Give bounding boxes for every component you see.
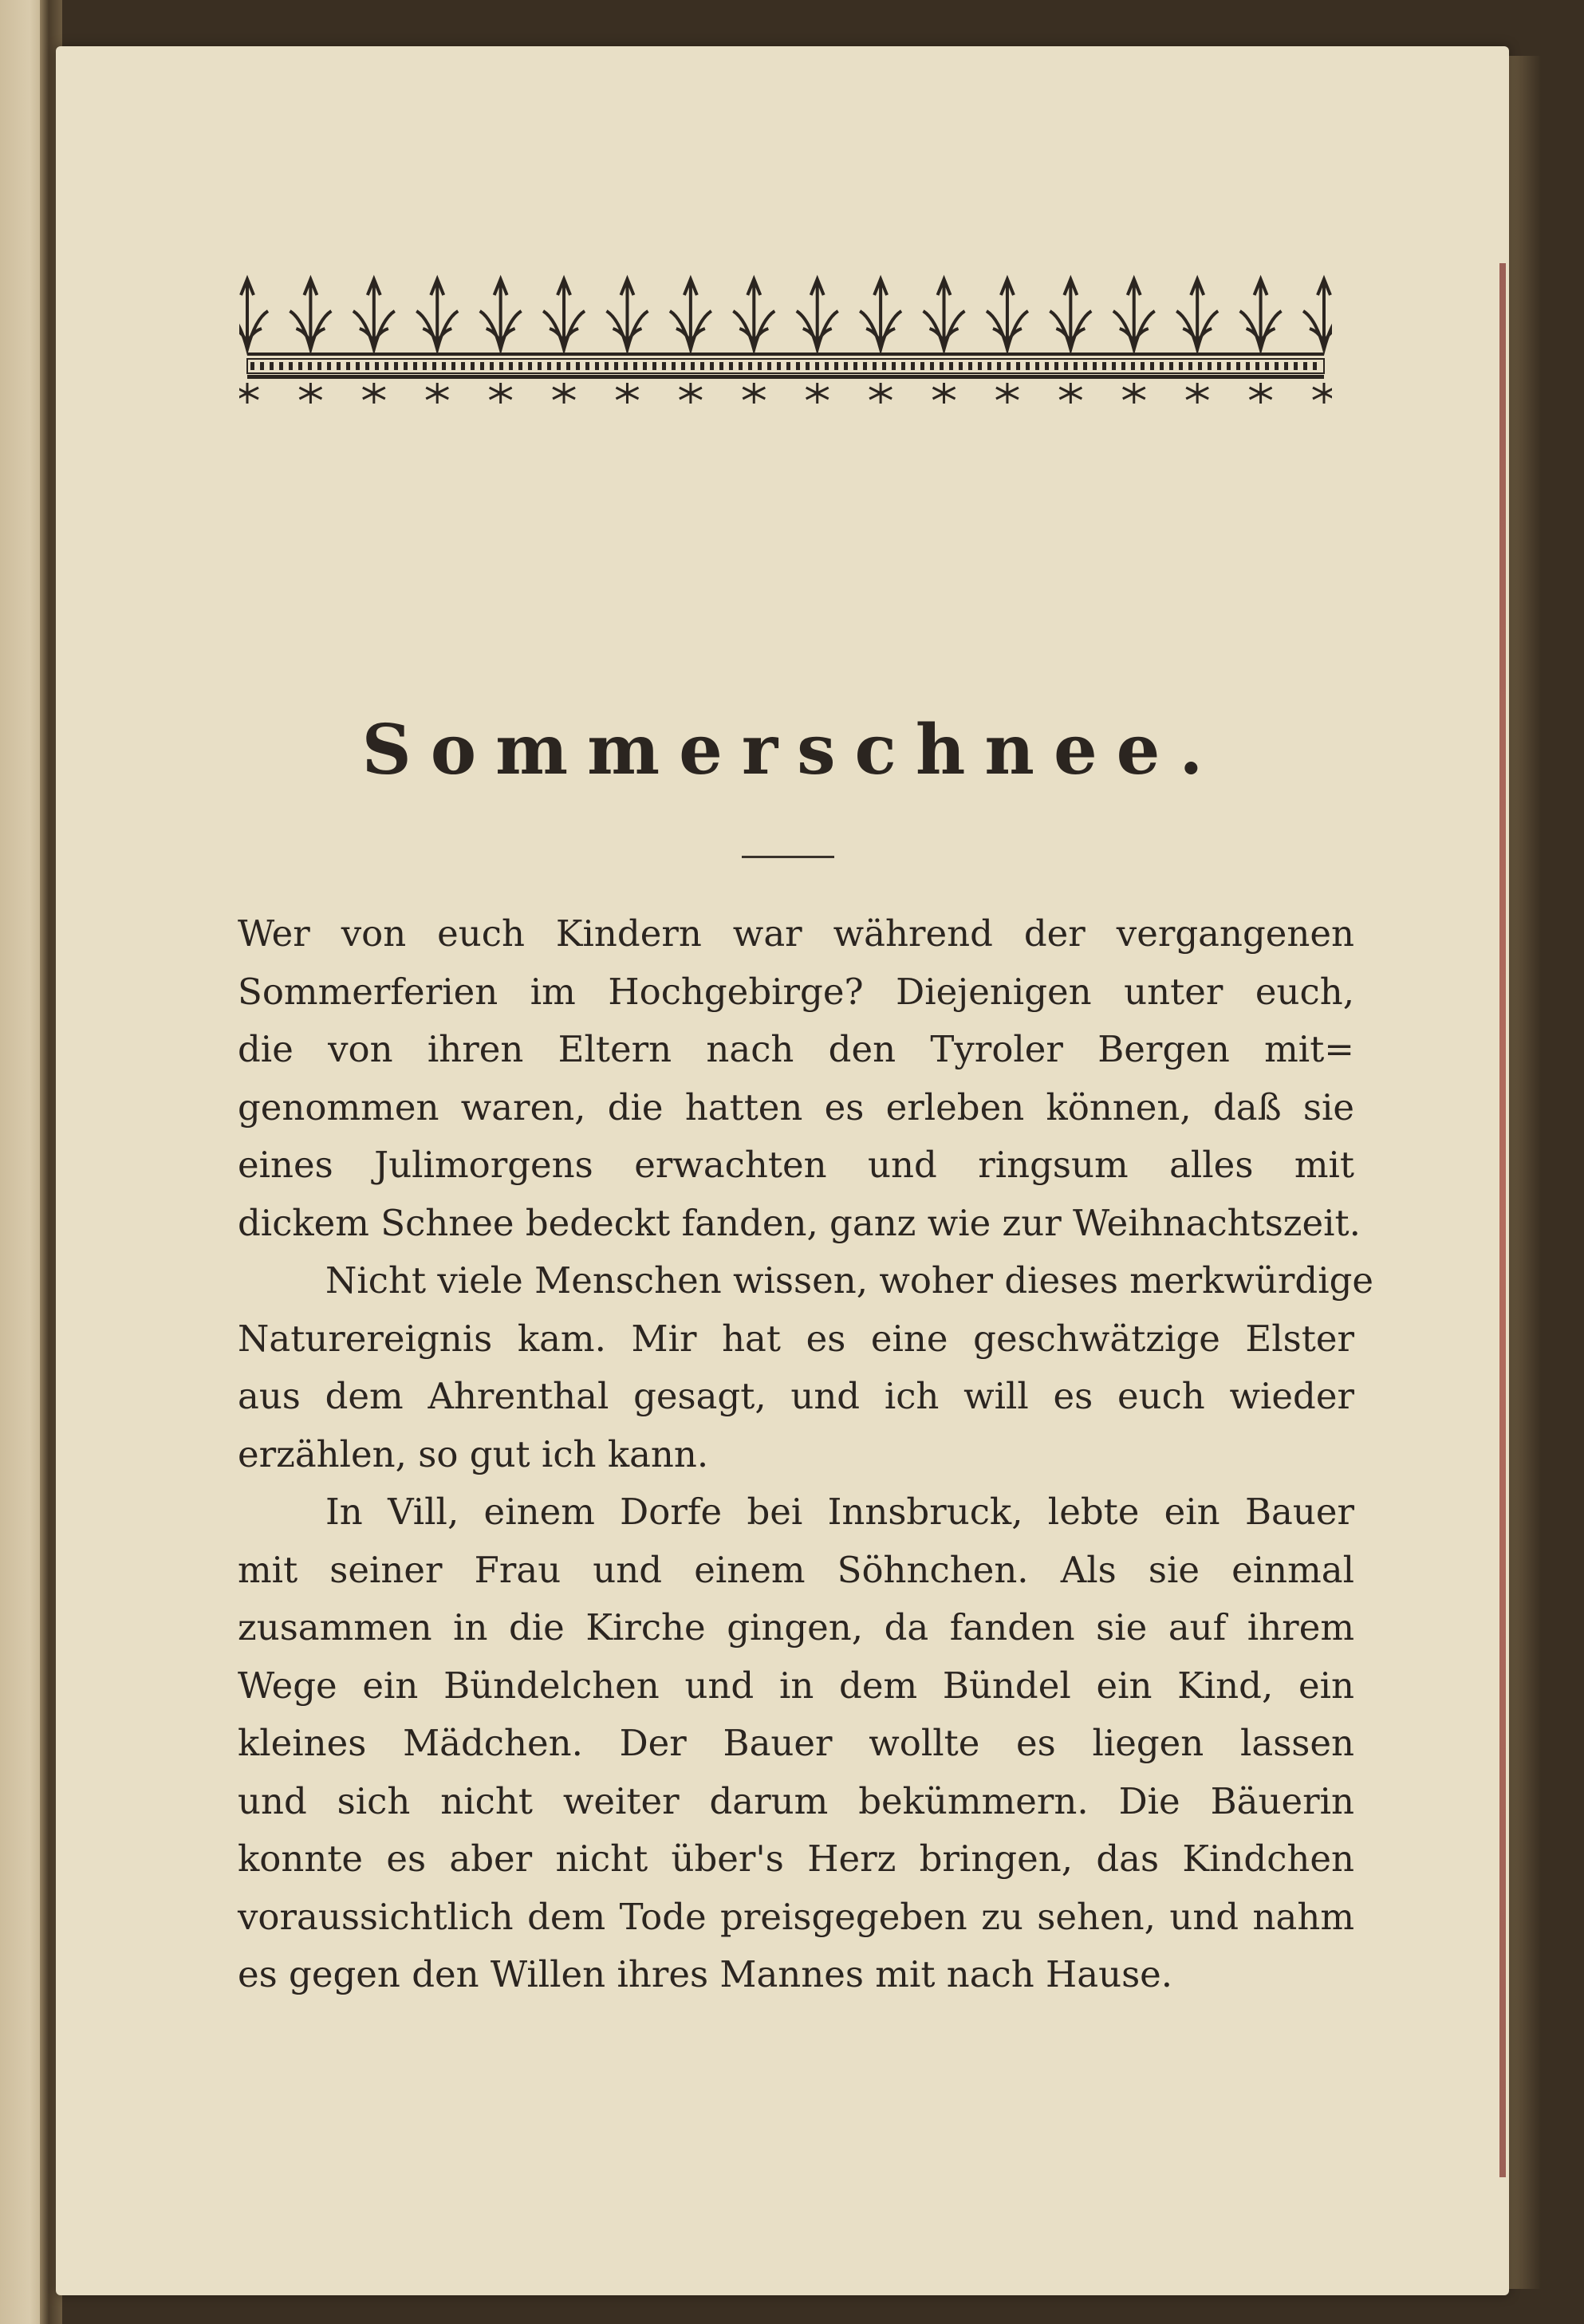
ornament-star: [1250, 383, 1272, 404]
ornament-band-dash: [1236, 362, 1240, 370]
ornament-band-dash: [413, 362, 417, 370]
ornament-star: [616, 383, 638, 404]
ornament-band-dash: [873, 362, 877, 370]
ornament-band-dash: [317, 362, 321, 370]
ornament-star: [1059, 383, 1082, 404]
paragraph-1: [238, 905, 1361, 1252]
ornament-band-dash: [1255, 362, 1259, 370]
ornament-band-dash: [557, 362, 561, 370]
ornament-flower: [239, 279, 268, 349]
text-line: zusammen in die Kirche gingen, da fanden sie auf ihrem: [238, 1606, 1354, 1648]
ornament-band-dash: [681, 362, 685, 370]
ornament-band-dash: [365, 362, 369, 370]
ornament-star: [553, 383, 575, 404]
ornament-band-dash: [298, 362, 302, 370]
ornament-band-dash: [806, 362, 810, 370]
ornament-band-dash: [1284, 362, 1288, 370]
ornament-band-dash: [1313, 362, 1317, 370]
paragraph-3: [238, 1483, 1354, 2004]
ornament-band-dash: [1160, 362, 1164, 370]
ornament-star: [743, 383, 765, 404]
ornament-star: [869, 383, 892, 404]
ornament-band-dash: [1102, 362, 1106, 370]
text-line: es gegen den Willen ihres Mannes mit nach Hause.: [238, 1953, 1173, 1995]
ornament-flower: [1050, 279, 1091, 349]
ornament-band-dash: [356, 362, 360, 370]
ornament-band-dash: [1294, 362, 1298, 370]
ornament-band-dash: [1275, 362, 1279, 370]
ornament-band-dash: [815, 362, 819, 370]
ornament-flower: [416, 279, 458, 349]
text-line: Naturereignis kam. Mir hat es eine geschwätzige Elster: [238, 1317, 1354, 1360]
ornament-band-dash: [518, 362, 522, 370]
ornament-band-dash: [499, 362, 503, 370]
ornament-band-dash: [279, 362, 283, 370]
ornament-band-dash: [1121, 362, 1125, 370]
ornament-star: [933, 383, 956, 404]
ornament-band-dash: [566, 362, 570, 370]
ornament-band-dash: [758, 362, 762, 370]
ornament-flower: [480, 279, 522, 349]
ornament-flower: [1240, 279, 1282, 349]
text-line: eines Julimorgens erwachten und ringsum alles mit: [238, 1144, 1354, 1186]
ornament-band-dash: [1188, 362, 1192, 370]
ornament-band-dash: [1083, 362, 1087, 370]
ornament-band-dash: [920, 362, 924, 370]
ornament-star: [1186, 383, 1208, 404]
decorative-border-ornament: [239, 263, 1332, 407]
ornament-band-dash: [882, 362, 886, 370]
ornament-flower: [606, 279, 648, 349]
ornament-flower: [733, 279, 774, 349]
ornament-band-dash: [1246, 362, 1250, 370]
ornament-band-dash: [987, 362, 991, 370]
ornament-band-dash: [1045, 362, 1049, 370]
ornament-band-dash: [959, 362, 963, 370]
ornament-band-dash: [710, 362, 714, 370]
body-text: [238, 905, 1374, 2004]
ornament-band-dash: [480, 362, 484, 370]
ornament-band-dash: [997, 362, 1001, 370]
text-line: Wer von euch Kindern war während der vergangenen: [238, 912, 1354, 955]
ornament-star: [806, 383, 829, 404]
ornament-band-dash: [796, 362, 800, 370]
ornament-band-dash: [1198, 362, 1202, 370]
ornament-band-dash: [691, 362, 695, 370]
red-page-edge: [1499, 263, 1506, 2177]
text-line: In Vill, einem Dorfe bei Innsbruck, lebte ein Bauer: [325, 1491, 1354, 1533]
text-line: die von ihren Eltern nach den Tyroler Bergen mit=: [238, 1028, 1354, 1070]
ornament-band-dash: [1054, 362, 1058, 370]
ornament-band-dash: [1179, 362, 1183, 370]
ornament-band-dash: [978, 362, 982, 370]
ornament-band-dash: [509, 362, 513, 370]
text-line: und sich nicht weiter darum bekümmern. Die Bäuerin: [238, 1779, 1354, 1822]
text-line: kleines Mädchen. Der Bauer wollte es liegen lassen: [238, 1722, 1354, 1764]
ornament-band-dash: [375, 362, 379, 370]
ornament-band-dash: [260, 362, 264, 370]
text-line: Wege ein Bündelchen und in dem Bündel ein Kind, ein: [238, 1664, 1354, 1707]
ornament-rule-top: [247, 353, 1324, 356]
ornament-star: [680, 383, 702, 404]
ornament-star: [996, 383, 1019, 404]
ornament-band-dash: [1035, 362, 1039, 370]
ornament-band-dash: [1016, 362, 1020, 370]
ornament-band-dash: [471, 362, 475, 370]
ornament-band-dash: [404, 362, 408, 370]
ornament-band-dash: [729, 362, 733, 370]
ornament-band-dash: [748, 362, 752, 370]
ornament-flower: [290, 279, 331, 349]
ornament-band-dash: [595, 362, 599, 370]
text-line: Sommerferien im Hochgebirge? Diejenigen unter euch,: [238, 970, 1354, 1013]
ornament-band-dash: [930, 362, 934, 370]
ornament-band-dash: [643, 362, 647, 370]
ornament-band-dash: [739, 362, 743, 370]
ornament-star: [1313, 383, 1332, 404]
ornament-band-dash: [423, 362, 427, 370]
ornament-band-dash: [834, 362, 838, 370]
ornament-star: [299, 383, 321, 404]
ornament-band-dash: [1265, 362, 1269, 370]
ornament-band-dash: [528, 362, 532, 370]
ornament-band-dash: [337, 362, 341, 370]
ornament-band-dash: [968, 362, 972, 370]
ornament-flower: [987, 279, 1028, 349]
ornament-band-dash: [270, 362, 274, 370]
ornament-band-dash: [1112, 362, 1116, 370]
ornament-band-dash: [490, 362, 494, 370]
ornament-band-dash: [1303, 362, 1307, 370]
ornament-band-dash: [538, 362, 542, 370]
ornament-band-dash: [911, 362, 915, 370]
ornament-band-dash: [863, 362, 867, 370]
ornament-flower: [670, 279, 711, 349]
ornament-band-dash: [777, 362, 781, 370]
ornament-flower: [924, 279, 965, 349]
ornament-band-dash: [892, 362, 896, 370]
ornament-band-dash: [940, 362, 944, 370]
ornament-band-dash: [1217, 362, 1221, 370]
ornament-band-dash: [844, 362, 848, 370]
ornament-band-dash: [614, 362, 618, 370]
ornament-rule-bottom: [247, 375, 1324, 379]
ornament-flower: [860, 279, 901, 349]
ornament-star: [490, 383, 512, 404]
ornament-star: [239, 383, 258, 404]
ornament-flower: [1176, 279, 1218, 349]
ornament-band-dash: [605, 362, 609, 370]
ornament-band-dash: [461, 362, 465, 370]
paragraph-2: [238, 1252, 1374, 1483]
text-line: konnte es aber nicht über's Herz bringen, das Kindchen: [238, 1838, 1354, 1880]
ornament-band-dash: [1026, 362, 1030, 370]
ornament-flower: [797, 279, 838, 349]
text-line: voraussichtlich dem Tode preisgegeben zu sehen, und nahm: [238, 1895, 1354, 1938]
ornament-band-dash: [1208, 362, 1212, 370]
ornament-band-dash: [949, 362, 953, 370]
ornament-band-dash: [1007, 362, 1011, 370]
ornament-band-dash: [1064, 362, 1068, 370]
text-line: Nicht viele Menschen wissen, woher dieses merkwürdige: [325, 1259, 1374, 1302]
ornament-band-dash: [250, 362, 254, 370]
ornament-band-dash: [585, 362, 589, 370]
ornament-band-dash: [786, 362, 790, 370]
ornament-band-dash: [1074, 362, 1078, 370]
ornament-flower: [543, 279, 585, 349]
ornament-band-dash: [451, 362, 455, 370]
ornament-band-dash: [719, 362, 723, 370]
ornament-band-dash: [662, 362, 666, 370]
ornament-band-dash: [1141, 362, 1145, 370]
ornament-band-dash: [1093, 362, 1097, 370]
ornament-band-dash: [394, 362, 398, 370]
ornament-band-dash: [624, 362, 628, 370]
ornament-flower: [1303, 279, 1332, 349]
ornament-band-dash: [1169, 362, 1173, 370]
ornament-star: [426, 383, 448, 404]
ornament-flower: [353, 279, 395, 349]
text-line: dickem Schnee bedeckt fanden, ganz wie zur Weihnachtszeit.: [238, 1201, 1361, 1244]
ornament-band-dash: [384, 362, 388, 370]
chapter-title: Sommerschnee.: [361, 710, 1223, 790]
ornament-band-dash: [901, 362, 905, 370]
ornament-band-dash: [767, 362, 771, 370]
ornament-band-dash: [1131, 362, 1135, 370]
ornament-band-dash: [652, 362, 656, 370]
ornament-band-dash: [1227, 362, 1231, 370]
ornament-band-dash: [700, 362, 704, 370]
ornament-band-dash: [327, 362, 331, 370]
ornament-band-dash: [308, 362, 312, 370]
text-line: aus dem Ahrenthal gesagt, und ich will es euch wieder: [238, 1375, 1354, 1417]
text-line: genommen waren, die hatten es erleben können, daß sie: [238, 1085, 1354, 1129]
ornament-band-dash: [432, 362, 436, 370]
text-line: erzählen, so gut ich kann.: [238, 1432, 709, 1475]
ornament-band-dash: [672, 362, 676, 370]
text-line: mit seiner Frau und einem Söhnchen. Als sie einmal: [238, 1548, 1354, 1591]
ornament-star: [363, 383, 385, 404]
ornament-band-dash: [547, 362, 551, 370]
ornament-band-dash: [442, 362, 446, 370]
title-divider: [742, 856, 834, 858]
ornament-band-dash: [825, 362, 829, 370]
ornament-band-dash: [633, 362, 637, 370]
ornament-band-dash: [576, 362, 580, 370]
book-cover-edge: [1509, 56, 1541, 2289]
ornament-flower: [1113, 279, 1155, 349]
ornament-band-dash: [1150, 362, 1154, 370]
ornament-star: [1123, 383, 1145, 404]
ornament-band-dash: [853, 362, 857, 370]
ornament-band-dash: [346, 362, 350, 370]
ornament-band-dash: [289, 362, 293, 370]
